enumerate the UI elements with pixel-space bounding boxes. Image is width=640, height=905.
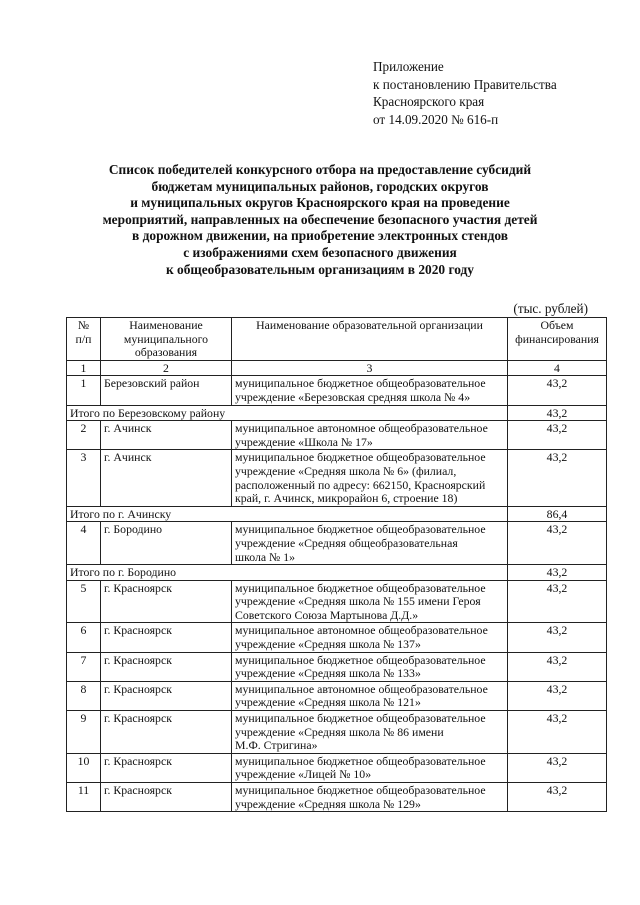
row-num: 7 bbox=[67, 652, 101, 681]
org-line: муниципальное бюджетное общеобразовательное bbox=[235, 783, 486, 797]
row-organization bbox=[232, 681, 508, 710]
org-line: муниципальное бюджетное общеобразовательное bbox=[235, 652, 486, 667]
header-municipality-line: образования bbox=[134, 345, 198, 360]
row-organization bbox=[232, 623, 508, 652]
subtotal-label: Итого по г. Бородино bbox=[67, 565, 508, 581]
row-num: 4 bbox=[67, 522, 101, 565]
title-line: и муниципальных округов Красноярского края на проведение bbox=[130, 195, 510, 211]
header-organization bbox=[232, 318, 508, 361]
header-num-line: п/п bbox=[75, 331, 92, 346]
row-num: 9 bbox=[67, 711, 101, 754]
row-num: 8 bbox=[67, 681, 101, 710]
subtotal-label: Итого по Березовскому району bbox=[67, 405, 508, 421]
table-row bbox=[67, 450, 607, 506]
annex-line: от 14.09.2020 № 616-п bbox=[373, 111, 499, 127]
org-line: учреждение «Средняя школа № 86 имени bbox=[235, 724, 444, 739]
header-municipality-line: муниципального bbox=[123, 331, 209, 346]
org-line: муниципальное бюджетное общеобразовательное bbox=[235, 753, 486, 768]
row-amount: 43,2 bbox=[508, 450, 607, 506]
table-header-row bbox=[67, 318, 607, 361]
org-line: Советского Союза Мартынова Д.Д.» bbox=[235, 607, 419, 622]
header-municipality-line: Наименование bbox=[129, 318, 203, 332]
table-row bbox=[67, 711, 607, 754]
table-row bbox=[67, 421, 607, 450]
row-num: 5 bbox=[67, 580, 101, 623]
row-num: 2 bbox=[67, 421, 101, 450]
title-line: бюджетам муниципальных районов, городских округов bbox=[151, 178, 489, 194]
row-organization bbox=[232, 421, 508, 450]
org-line: учреждение «Школа № 17» bbox=[235, 434, 373, 449]
title-line: с изображениями схем безопасного движения bbox=[183, 244, 457, 260]
row-amount: 43,2 bbox=[508, 783, 607, 812]
org-line: муниципальное бюджетное общеобразовательное bbox=[235, 450, 486, 465]
column-number: 1 bbox=[67, 360, 101, 376]
org-line: учреждение «Средняя общеобразовательная bbox=[235, 535, 458, 550]
units-label: (тыс. рублей) bbox=[513, 301, 588, 316]
row-num: 1 bbox=[67, 376, 101, 405]
org-line: учреждение «Средняя школа № 137» bbox=[235, 637, 421, 652]
row-municipality: Березовский район bbox=[101, 376, 232, 405]
row-amount: 43,2 bbox=[508, 580, 607, 623]
org-line: школа № 1» bbox=[235, 549, 296, 564]
row-organization bbox=[232, 376, 508, 405]
table-row bbox=[67, 580, 607, 623]
org-line: учреждение «Средняя школа № 155 имени Героя bbox=[235, 594, 481, 609]
column-numbers-row bbox=[67, 360, 607, 376]
row-num: 10 bbox=[67, 753, 101, 782]
row-amount: 43,2 bbox=[508, 711, 607, 754]
header-amount bbox=[508, 318, 607, 361]
table-row bbox=[67, 376, 607, 405]
header-organization-line: Наименование образовательной организации bbox=[256, 318, 483, 332]
row-municipality: г. Ачинск bbox=[101, 450, 232, 506]
row-amount: 43,2 bbox=[508, 623, 607, 652]
column-number: 2 bbox=[101, 360, 232, 376]
org-line: муниципальное бюджетное общеобразовательное bbox=[235, 522, 486, 537]
header-num bbox=[67, 318, 101, 361]
subtotal-amount: 43,2 bbox=[508, 565, 607, 581]
header-num-line: № bbox=[77, 318, 90, 332]
row-municipality: г. Красноярск bbox=[101, 711, 232, 754]
table-row bbox=[67, 783, 607, 812]
title-line: в дорожном движении, на приобретение электронных стендов bbox=[132, 228, 508, 244]
row-num: 11 bbox=[67, 783, 101, 812]
org-line: муниципальное автономное общеобразовательное bbox=[235, 681, 488, 696]
row-organization bbox=[232, 711, 508, 754]
row-municipality: г. Красноярск bbox=[101, 580, 232, 623]
org-line: учреждение «Средняя школа № 133» bbox=[235, 666, 421, 681]
subtotal-amount: 43,2 bbox=[508, 405, 607, 421]
annex-block bbox=[373, 58, 633, 128]
org-line: расположенный по адресу: 662150, Красноярский bbox=[235, 477, 486, 492]
row-municipality: г. Красноярск bbox=[101, 652, 232, 681]
row-amount: 43,2 bbox=[508, 421, 607, 450]
row-municipality: г. Красноярск bbox=[101, 623, 232, 652]
header-amount-line: финансирования bbox=[515, 331, 599, 346]
subtotal-amount: 86,4 bbox=[508, 506, 607, 522]
subtotal-row bbox=[67, 405, 607, 421]
column-number: 3 bbox=[232, 360, 508, 376]
row-amount: 43,2 bbox=[508, 652, 607, 681]
document-title bbox=[60, 162, 580, 278]
title-line: к общеобразовательным организациям в 2020 году bbox=[165, 261, 475, 277]
header-amount-line: Объем bbox=[540, 318, 574, 332]
table-row bbox=[67, 681, 607, 710]
row-amount: 43,2 bbox=[508, 753, 607, 782]
row-organization bbox=[232, 450, 508, 506]
org-line: муниципальное бюджетное общеобразовательное bbox=[235, 711, 486, 726]
row-amount: 43,2 bbox=[508, 522, 607, 565]
org-line: муниципальное бюджетное общеобразовательное bbox=[235, 376, 486, 391]
title-line: мероприятий, направленных на обеспечение безопасного участия детей bbox=[102, 211, 538, 227]
winners-table bbox=[66, 317, 607, 812]
table-row bbox=[67, 652, 607, 681]
row-organization bbox=[232, 652, 508, 681]
row-municipality: г. Бородино bbox=[101, 522, 232, 565]
row-organization bbox=[232, 753, 508, 782]
row-organization bbox=[232, 522, 508, 565]
org-line: учреждение «Березовская средняя школа № 4» bbox=[235, 389, 471, 404]
org-line: М.Ф. Стригина» bbox=[235, 738, 318, 753]
row-municipality: г. Красноярск bbox=[101, 783, 232, 812]
row-amount: 43,2 bbox=[508, 376, 607, 405]
table-row bbox=[67, 522, 607, 565]
header-municipality bbox=[101, 318, 232, 361]
org-line: муниципальное автономное общеобразовательное bbox=[235, 623, 488, 638]
row-organization bbox=[232, 580, 508, 623]
org-line: учреждение «Средняя школа № 129» bbox=[235, 796, 421, 811]
annex-line: Красноярского края bbox=[373, 94, 485, 109]
org-line: край, г. Ачинск, микрорайон 6, строение 18) bbox=[235, 491, 458, 506]
subtotal-row bbox=[67, 506, 607, 522]
annex-line: к постановлению Правительства bbox=[373, 76, 557, 92]
row-amount: 43,2 bbox=[508, 681, 607, 710]
row-municipality: г. Красноярск bbox=[101, 753, 232, 782]
title-line: Список победителей конкурсного отбора на предоставление субсидий bbox=[108, 162, 532, 177]
table-row bbox=[67, 753, 607, 782]
org-line: муниципальное бюджетное общеобразовательное bbox=[235, 580, 486, 595]
annex-line: Приложение bbox=[373, 59, 444, 74]
subtotal-label: Итого по г. Ачинску bbox=[67, 506, 508, 522]
column-number: 4 bbox=[508, 360, 607, 376]
row-num: 3 bbox=[67, 450, 101, 506]
org-line: учреждение «Средняя школа № 6» (филиал, bbox=[235, 463, 457, 478]
row-municipality: г. Ачинск bbox=[101, 421, 232, 450]
org-line: учреждение «Лицей № 10» bbox=[235, 767, 372, 782]
row-municipality: г. Красноярск bbox=[101, 681, 232, 710]
org-line: муниципальное автономное общеобразовательное bbox=[235, 421, 488, 436]
row-num: 6 bbox=[67, 623, 101, 652]
org-line: учреждение «Средняя школа № 121» bbox=[235, 695, 421, 710]
row-organization bbox=[232, 783, 508, 812]
subtotal-row bbox=[67, 565, 607, 581]
table-row bbox=[67, 623, 607, 652]
